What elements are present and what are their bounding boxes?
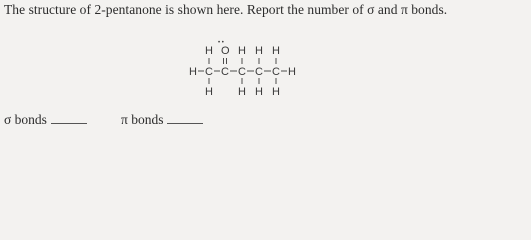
top-atom-o: O (221, 45, 230, 57)
sigma-bonds-row (4, 111, 87, 128)
chain-atom-h-left: H (189, 66, 197, 78)
top-atom-h3: H (255, 45, 263, 57)
chain-atom-c1: C (205, 66, 213, 78)
chain-atom-c3: C (238, 66, 246, 78)
chain-atom-c5: C (272, 66, 280, 78)
pi-bonds-label: π bonds (121, 112, 164, 127)
top-atom-h2: H (238, 45, 246, 57)
chain-atom-c2: C (221, 66, 229, 78)
bottom-atom-h3: H (255, 86, 263, 98)
pi-bonds-row (121, 111, 203, 128)
sigma-bonds-label: σ bonds (4, 112, 47, 127)
bottom-atom-h4: H (272, 86, 280, 98)
question-text: The structure of 2-pentanone is shown here. Report the number of σ and π bonds. (4, 2, 448, 17)
sigma-bonds-blank[interactable] (51, 111, 87, 124)
top-atom-h4: H (272, 45, 280, 57)
chain-atom-c4: C (255, 66, 263, 78)
lone-pair-dots: • • (218, 40, 224, 46)
bottom-atom-h1: H (205, 86, 213, 98)
chain-atom-h-right: H (288, 66, 296, 78)
top-atom-h1: H (205, 45, 213, 57)
pi-bonds-blank[interactable] (167, 111, 203, 124)
bottom-atom-h2: H (238, 86, 246, 98)
